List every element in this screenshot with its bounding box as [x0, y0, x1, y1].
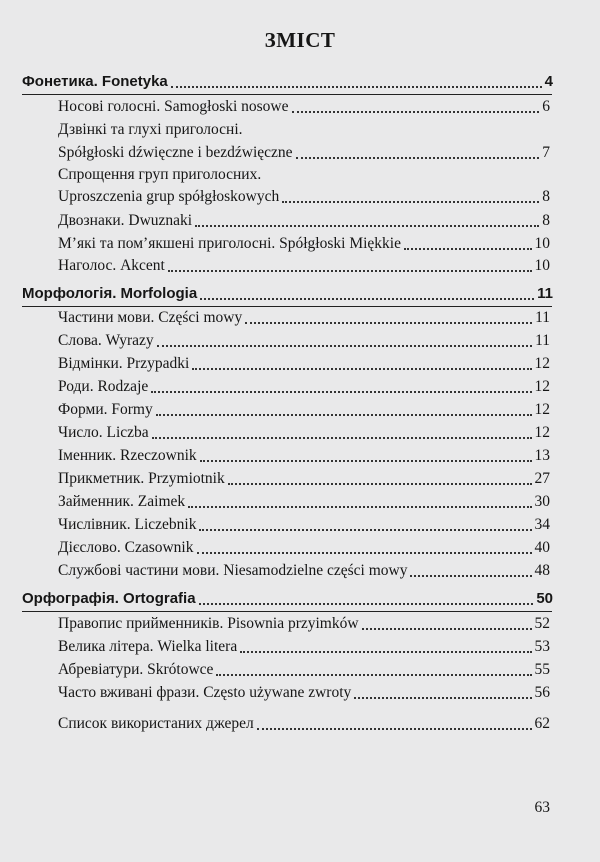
toc-item-text: Прикметник. Przymiotnik — [58, 470, 225, 487]
toc-item-text: Частини мови. Części mowy — [58, 309, 243, 326]
section-title: Морфологія. Morfologia — [22, 285, 198, 302]
toc-item — [0, 515, 600, 535]
toc-item-text: Слова. Wyrazy — [58, 332, 154, 349]
toc-item-text: Дієслово. Czasownik — [58, 539, 194, 556]
toc-item-text: Спрощення груп приголосних. — [58, 166, 262, 183]
dot-leader — [282, 200, 539, 203]
toc-item-text: Числівник. Liczebnik — [58, 516, 197, 533]
dot-leader — [152, 436, 532, 439]
toc-item-text: М’які та пом’якшені приголосні. Spółgłoski Miękkie — [58, 235, 401, 252]
dot-leader — [157, 344, 532, 347]
toc-item — [0, 308, 600, 328]
toc-item — [0, 97, 600, 117]
toc-item-page: 6 — [542, 98, 550, 115]
dot-leader — [292, 110, 540, 113]
toc-item-page: 30 — [534, 493, 550, 510]
dot-leader — [257, 727, 532, 730]
toc-item — [0, 256, 600, 276]
dot-leader — [240, 650, 531, 653]
toc-item — [0, 614, 600, 634]
toc-item — [0, 561, 600, 581]
toc-item-page: 11 — [535, 332, 550, 349]
section-page: 11 — [537, 285, 553, 302]
toc-item-text: Роди. Rodzaje — [58, 378, 149, 395]
toc-item-text: Займенник. Zaimek — [58, 493, 186, 510]
toc-section-morphology — [0, 284, 600, 304]
section-page: 4 — [544, 73, 553, 90]
toc-item-text: Часто вживані фрази. Często używane zwroty — [58, 684, 352, 701]
dot-leader — [404, 247, 532, 250]
page-number: 63 — [534, 799, 550, 816]
toc-item-page: 12 — [534, 378, 550, 395]
toc-item-page: 52 — [534, 615, 550, 632]
toc-section-phonetics — [0, 72, 600, 92]
toc-item — [0, 234, 600, 254]
toc-item — [0, 331, 600, 351]
toc-item-text: Uproszczenia grup spółgłoskowych — [58, 188, 280, 205]
dot-leader — [151, 390, 531, 393]
toc-item-page: 7 — [542, 144, 550, 161]
dot-leader — [199, 602, 534, 605]
dot-leader — [245, 321, 532, 324]
toc-item-text: Іменник. Rzeczownik — [58, 447, 197, 464]
toc-item — [0, 423, 600, 443]
toc-item-page: 8 — [542, 212, 550, 229]
section-rule — [22, 306, 552, 307]
toc-item — [0, 377, 600, 397]
toc-item-text: Відмінки. Przypadki — [58, 355, 190, 372]
toc-item — [0, 120, 600, 140]
toc-item-text: Правопис прийменників. Pisownia przyimków — [58, 615, 359, 632]
toc-item-text: Велика літера. Wielka litera — [58, 638, 238, 655]
toc-item — [0, 446, 600, 466]
section-page: 50 — [536, 590, 553, 607]
toc-item — [0, 187, 600, 207]
dot-leader — [216, 673, 531, 676]
section-title: Фонетика. Fonetyka — [22, 73, 168, 90]
toc-item-page: 40 — [534, 539, 550, 556]
toc-bibliography — [0, 714, 600, 734]
toc-item-page: 12 — [534, 424, 550, 441]
toc-item-page: 12 — [534, 355, 550, 372]
toc-item-page: 62 — [534, 715, 550, 732]
dot-leader — [156, 413, 532, 416]
toc-item-page: 10 — [534, 235, 550, 252]
toc-item-page: 56 — [534, 684, 550, 701]
toc-item-text: Абревіатури. Skrótowce — [58, 661, 214, 678]
toc-item-page: 11 — [535, 309, 550, 326]
toc-item-page: 48 — [534, 562, 550, 579]
dot-leader — [200, 297, 534, 300]
toc-item — [0, 492, 600, 512]
toc-item-page: 13 — [534, 447, 550, 464]
section-title: Орфографія. Ortografia — [22, 590, 196, 607]
toc-item-text: Дзвінкі та глухі приголосні. — [58, 121, 243, 138]
toc-item — [0, 538, 600, 558]
toc-item — [0, 637, 600, 657]
toc-section-orthography — [0, 589, 600, 609]
toc-item-page: 34 — [534, 516, 550, 533]
toc-item — [0, 400, 600, 420]
toc-item-page: 8 — [542, 188, 550, 205]
dot-leader — [296, 156, 540, 159]
toc-item — [0, 660, 600, 680]
toc-item — [0, 165, 600, 185]
dot-leader — [354, 696, 531, 699]
dot-leader — [199, 528, 531, 531]
toc-item-text: Spółgłoski dźwięczne i bezdźwięczne — [58, 144, 293, 161]
toc-item — [0, 683, 600, 703]
dot-leader — [362, 627, 532, 630]
toc-item-text: Список використаних джерел — [58, 715, 254, 732]
dot-leader — [197, 551, 532, 554]
dot-leader — [188, 505, 531, 508]
page-title: ЗМІСТ — [264, 28, 336, 52]
toc-item-text: Службові частини мови. Niesamodzielne części mowy — [58, 562, 408, 579]
dot-leader — [228, 482, 532, 485]
toc-item-page: 27 — [534, 470, 550, 487]
toc-item — [0, 469, 600, 489]
toc-item-text: Носові голосні. Samogłoski nosowe — [58, 98, 289, 115]
toc-item-text: Двознаки. Dwuznaki — [58, 212, 193, 229]
toc-item — [0, 143, 600, 163]
section-rule — [22, 94, 552, 95]
toc-item-page: 12 — [534, 401, 550, 418]
section-rule — [22, 611, 552, 612]
toc-item-text: Форми. Formy — [58, 401, 153, 418]
dot-leader — [168, 269, 532, 272]
toc-item — [0, 354, 600, 374]
toc-item — [0, 211, 600, 231]
dot-leader — [195, 224, 539, 227]
toc-item-page: 55 — [534, 661, 550, 678]
dot-leader — [192, 367, 531, 370]
toc-item-text: Наголос. Akcent — [58, 257, 165, 274]
toc-item-page: 53 — [534, 638, 550, 655]
dot-leader — [410, 574, 531, 577]
dot-leader — [171, 85, 542, 88]
toc-item-page: 10 — [534, 257, 550, 274]
toc-item-text: Число. Liczba — [58, 424, 149, 441]
dot-leader — [200, 459, 532, 462]
